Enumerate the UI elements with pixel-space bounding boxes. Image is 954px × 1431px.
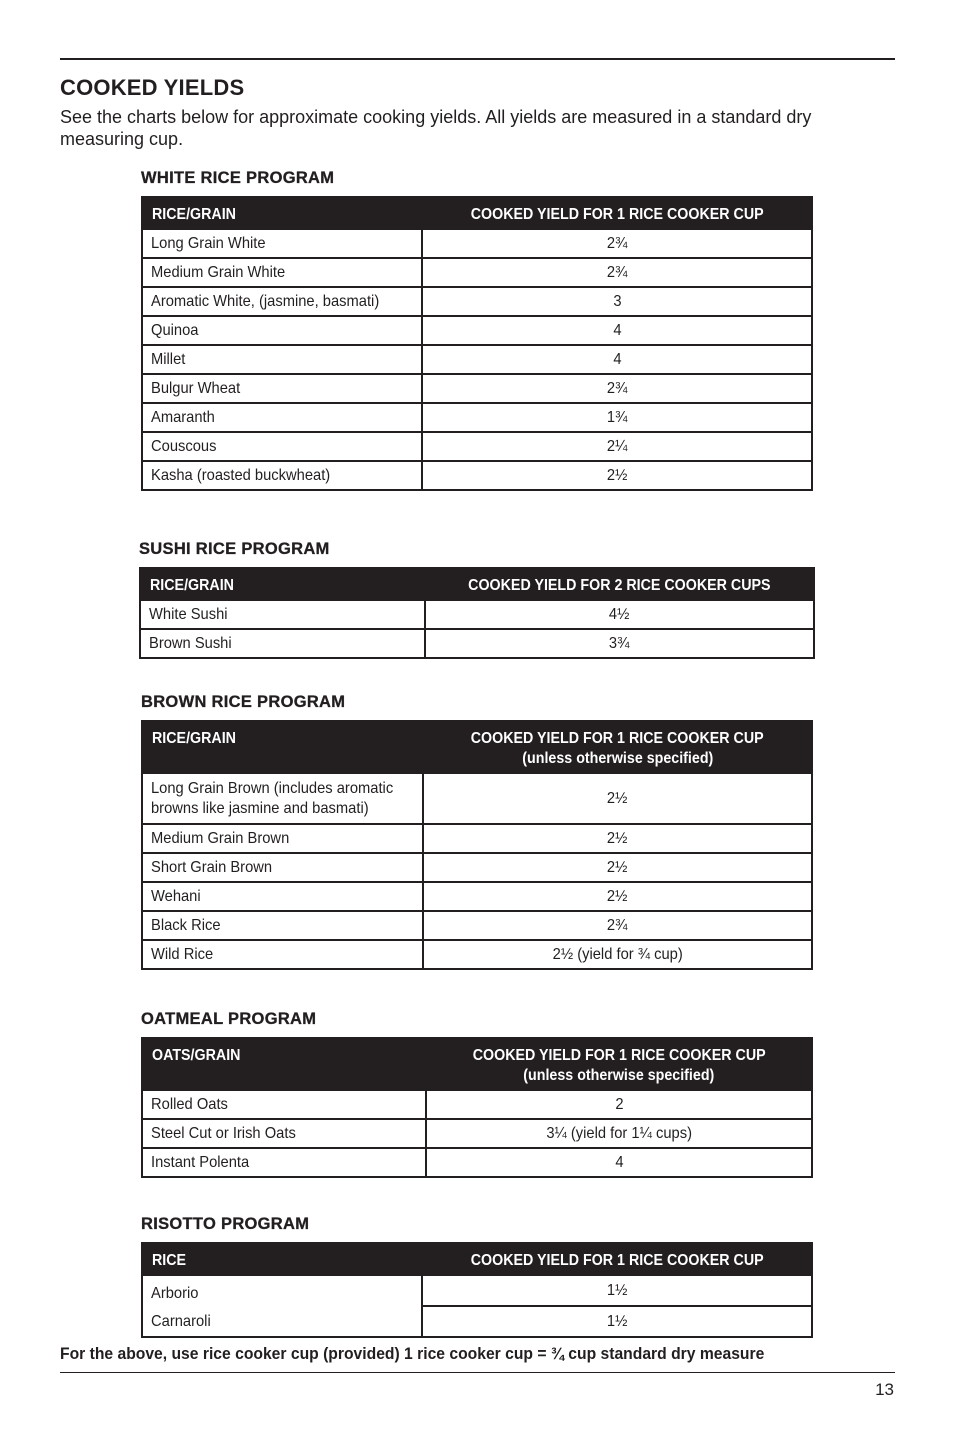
column-header-grain: RICE/GRAIN [142, 721, 423, 773]
table-header-row [142, 1038, 812, 1090]
grain-cell: Millet [142, 345, 422, 374]
table-row [140, 600, 814, 629]
table-row [142, 287, 812, 316]
grain-cell: Arborio Carnaroli [142, 1275, 422, 1337]
table-row [142, 911, 812, 940]
grain-cell: Rolled Oats [142, 1090, 426, 1119]
table-row [142, 940, 812, 969]
table-row [142, 1090, 812, 1119]
yield-cell: 2¾ [422, 229, 812, 258]
grain-cell: Instant Polenta [142, 1148, 426, 1177]
column-header-yield: COOKED YIELD FOR 2 RICE COOKER CUPS [425, 568, 814, 600]
grain-cell: Quinoa [142, 316, 422, 345]
table-row [142, 345, 812, 374]
yield-cell: 3 [422, 287, 812, 316]
table-row [142, 1119, 812, 1148]
oatmeal-title: OATMEAL PROGRAM [141, 1010, 317, 1028]
grain-cell: Aromatic White, (jasmine, basmati) [142, 287, 422, 316]
table-row [142, 773, 812, 824]
table-row [142, 1275, 812, 1306]
column-header-yield: COOKED YIELD FOR 1 RICE COOKER CUP [422, 197, 812, 229]
grain-cell: Black Rice [142, 911, 423, 940]
risotto-section [141, 1214, 813, 1338]
yield-cell: 2½ [423, 824, 812, 853]
table-row [142, 403, 812, 432]
yield-cell: 1¾ [422, 403, 812, 432]
yield-cell: 2½ [423, 853, 812, 882]
intro-text: See the charts below for approximate cooking yields. All yields are measured in a standard dry measuring cup. [60, 107, 812, 149]
yield-cell: 3¼ (yield for 1¼ cups) [426, 1119, 812, 1148]
table-row [142, 461, 812, 490]
yield-cell: 4 [426, 1148, 812, 1177]
yield-cell: 2½ [422, 461, 812, 490]
yield-cell: 2¼ [422, 432, 812, 461]
table-row [140, 629, 814, 658]
yield-cell: 4½ [425, 600, 814, 629]
oatmeal-section [141, 1009, 813, 1178]
column-header-grain: RICE/GRAIN [140, 568, 425, 600]
white-rice-table [141, 196, 813, 491]
grain-cell: Wehani [142, 882, 423, 911]
yield-cell: 2¾ [423, 911, 812, 940]
grain-cell: Medium Grain Brown [142, 824, 423, 853]
grain-cell: Amaranth [142, 403, 422, 432]
sushi-rice-title: SUSHI RICE PROGRAM [139, 540, 330, 558]
yield-cell: 1½ [422, 1306, 812, 1337]
table-header-row [142, 197, 812, 229]
table-row [142, 853, 812, 882]
column-header-yield: COOKED YIELD FOR 1 RICE COOKER CUP (unless otherwise specified) [423, 721, 812, 773]
column-header-yield-note: (unless otherwise specified) [522, 750, 713, 767]
yield-cell: 1½ [422, 1275, 812, 1306]
yield-cell: 2¾ [422, 374, 812, 403]
grain-cell: Brown Sushi [140, 629, 425, 658]
sushi-rice-section [139, 539, 815, 659]
footnote: For the above, use rice cooker cup (provided) 1 rice cooker cup = ¾ cup standard dry measure [60, 1345, 765, 1363]
grain-cell: Bulgur Wheat [142, 374, 422, 403]
grain-cell: Steel Cut or Irish Oats [142, 1119, 426, 1148]
page-number: 13 [875, 1380, 894, 1399]
column-header-yield-note: (unless otherwise specified) [523, 1067, 715, 1084]
table-header-row [142, 721, 812, 773]
yield-cell: 2½ [423, 773, 812, 824]
yield-cell: 4 [422, 345, 812, 374]
grain-cell: White Sushi [140, 600, 425, 629]
table-row [142, 258, 812, 287]
yield-cell: 2¾ [422, 258, 812, 287]
table-header-row [140, 568, 814, 600]
column-header-grain: OATS/GRAIN [142, 1038, 426, 1090]
page-title: COOKED YIELDS [60, 75, 245, 100]
table-row [142, 824, 812, 853]
column-header-yield: COOKED YIELD FOR 1 RICE COOKER CUP (unless otherwise specified) [426, 1038, 812, 1090]
risotto-table [141, 1242, 813, 1338]
grain-cell: Long Grain Brown (includes aromatic browns like jasmine and basmati) [142, 773, 423, 824]
yield-cell: 4 [422, 316, 812, 345]
top-rule [60, 58, 895, 60]
sushi-rice-table [139, 567, 815, 659]
table-row [142, 882, 812, 911]
column-header-grain: RICE [142, 1243, 422, 1275]
table-row [142, 432, 812, 461]
brown-rice-section [141, 692, 813, 970]
white-rice-section [141, 168, 813, 491]
white-rice-title: WHITE RICE PROGRAM [141, 169, 335, 187]
yield-cell: 2½ [423, 882, 812, 911]
table-row [142, 229, 812, 258]
table-row [142, 1148, 812, 1177]
yield-cell: 2 [426, 1090, 812, 1119]
table-row [142, 316, 812, 345]
grain-cell: Kasha (roasted buckwheat) [142, 461, 422, 490]
grain-cell: Short Grain Brown [142, 853, 423, 882]
grain-cell: Couscous [142, 432, 422, 461]
grain-cell: Wild Rice [142, 940, 423, 969]
grain-cell: Long Grain White [142, 229, 422, 258]
brown-rice-title: BROWN RICE PROGRAM [141, 693, 346, 711]
yield-cell: 2½ (yield for ¾ cup) [423, 940, 812, 969]
column-header-yield: COOKED YIELD FOR 1 RICE COOKER CUP [422, 1243, 812, 1275]
risotto-title: RISOTTO PROGRAM [141, 1215, 310, 1233]
column-header-grain: RICE/GRAIN [142, 197, 422, 229]
brown-rice-table [141, 720, 813, 970]
table-row [142, 374, 812, 403]
yield-cell: 3¾ [425, 629, 814, 658]
table-header-row [142, 1243, 812, 1275]
grain-cell: Medium Grain White [142, 258, 422, 287]
oatmeal-table [141, 1037, 813, 1178]
bottom-rule [60, 1372, 895, 1373]
